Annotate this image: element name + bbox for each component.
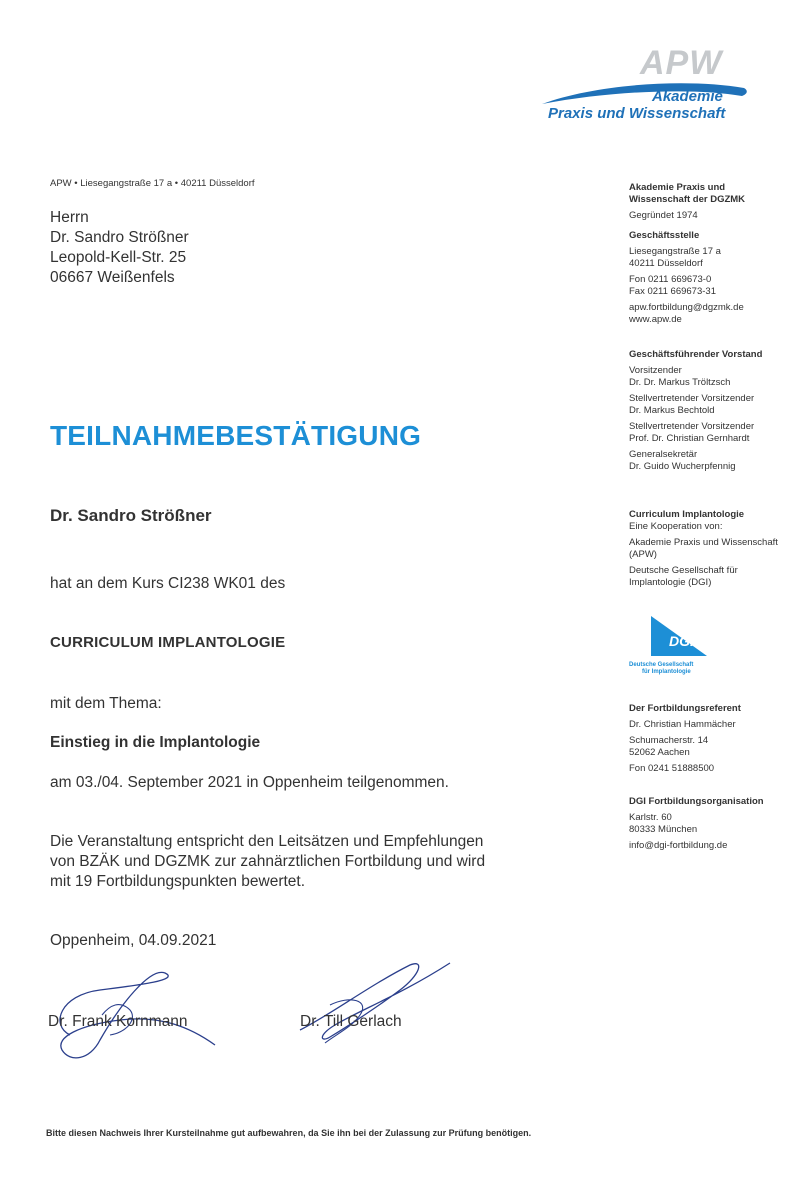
date-location-line: am 03./04. September 2021 in Oppenheim teilgenommen. — [50, 774, 449, 791]
vice-role: Stellvertretender Vorsitzender — [629, 421, 755, 432]
referent-city: 52062 Aachen — [629, 747, 690, 758]
course-line: hat an dem Kurs CI238 WK01 des — [50, 575, 286, 592]
curriculum-block — [629, 509, 799, 589]
chair-name: Dr. Dr. Markus Tröltzsch — [629, 377, 731, 388]
apw-logo — [536, 44, 756, 128]
statement-line: mit 19 Fortbildungspunkten bewertet. — [50, 873, 306, 890]
dgi-caption: Deutsche Gesellschaft — [629, 662, 694, 668]
dgi-logo — [629, 614, 709, 676]
curriculum-heading: Curriculum Implantologie — [629, 509, 745, 520]
dgi-caption: für Implantologie — [642, 669, 691, 675]
dgi-org-street: Karlstr. 60 — [629, 812, 672, 823]
org-name: Akademie Praxis und — [629, 182, 726, 193]
topic-title: Einstieg in die Implantologie — [50, 734, 261, 751]
coop-partner: Implantologie (DGI) — [629, 577, 712, 588]
office-city: 40211 Düsseldorf — [629, 258, 703, 269]
place-and-date: Oppenheim, 04.09.2021 — [50, 932, 217, 949]
statement-line: Die Veranstaltung entspricht den Leitsätzen und Empfehlungen — [50, 833, 484, 850]
document-title: TEILNAHMEBESTÄTIGUNG — [50, 420, 422, 451]
coop-partner: (APW) — [629, 549, 657, 560]
founded: Gegründet 1974 — [629, 210, 698, 221]
dgi-triangle-icon — [629, 614, 709, 662]
referent-heading: Der Fortbildungsreferent — [629, 703, 741, 714]
vice-name: Prof. Dr. Christian Gernhardt — [629, 433, 750, 444]
office-street: Liesegangstraße 17 a — [629, 246, 721, 257]
recipient-city: 06667 Weißenfels — [50, 269, 175, 286]
referent-block — [629, 703, 799, 775]
website: www.apw.de — [629, 314, 682, 325]
board-heading: Geschäftsführender Vorstand — [629, 349, 763, 360]
org-block — [629, 182, 799, 222]
coop-intro: Eine Kooperation von: — [629, 521, 723, 532]
referent-phone: Fon 0241 51888500 — [629, 763, 715, 774]
email: apw.fortbildung@dgzmk.de — [629, 302, 744, 313]
signatory-left-name: Dr. Frank Kornmann — [48, 1013, 188, 1030]
referent-street: Schumacherstr. 14 — [629, 735, 709, 746]
logo-line-1: Akademie — [652, 88, 723, 105]
secretary-role: Generalsekretär — [629, 449, 698, 460]
sender-address-line: APW • Liesegangstraße 17 a • 40211 Düsseldorf — [50, 178, 255, 189]
office-block — [629, 230, 799, 326]
dgi-org-heading: DGI Fortbildungsorganisation — [629, 796, 764, 807]
fax: Fax 0211 669673-31 — [629, 286, 716, 297]
accreditation-statement — [50, 832, 570, 892]
vice-name: Dr. Markus Bechtold — [629, 405, 715, 416]
recipient-address — [50, 208, 189, 288]
board-block — [629, 349, 799, 473]
dgi-org-block — [629, 796, 799, 852]
recipient-salutation: Herrn — [50, 209, 89, 226]
secretary-name: Dr. Guido Wucherpfennig — [629, 461, 736, 472]
logo-line-2: Praxis und Wissenschaft — [548, 105, 726, 122]
program-name: CURRICULUM IMPLANTOLOGIE — [50, 634, 286, 651]
coop-partner: Deutsche Gesellschaft für — [629, 565, 738, 576]
signatory-right-name: Dr. Till Gerlach — [300, 1013, 402, 1030]
coop-partner: Akademie Praxis und Wissenschaft — [629, 537, 778, 548]
participant-name: Dr. Sandro Strößner — [50, 506, 212, 525]
recipient-street: Leopold-Kell-Str. 25 — [50, 249, 187, 266]
statement-line: von BZÄK und DGZMK zur zahnärztlichen Fortbildung und wird — [50, 853, 486, 870]
org-name: Wissenschaft der DGZMK — [629, 194, 746, 205]
chair-role: Vorsitzender — [629, 365, 682, 376]
dgi-logo-text: DGI — [669, 633, 694, 649]
signature-right — [290, 955, 460, 1055]
topic-intro: mit dem Thema: — [50, 695, 162, 712]
logo-mark: APW — [640, 44, 723, 82]
recipient-name: Dr. Sandro Strößner — [50, 229, 189, 246]
dgi-org-city: 80333 München — [629, 824, 698, 835]
phone: Fon 0211 669673-0 — [629, 274, 712, 285]
office-heading: Geschäftsstelle — [629, 230, 700, 241]
referent-name: Dr. Christian Hammächer — [629, 719, 736, 730]
footer-note: Bitte diesen Nachweis Ihrer Kursteilnahme gut aufbewahren, da Sie ihn bei der Zulassung zur Prüfung benötigen. — [46, 1128, 532, 1138]
vice-role: Stellvertretender Vorsitzender — [629, 393, 755, 404]
dgi-org-email: info@dgi-fortbildung.de — [629, 840, 728, 851]
